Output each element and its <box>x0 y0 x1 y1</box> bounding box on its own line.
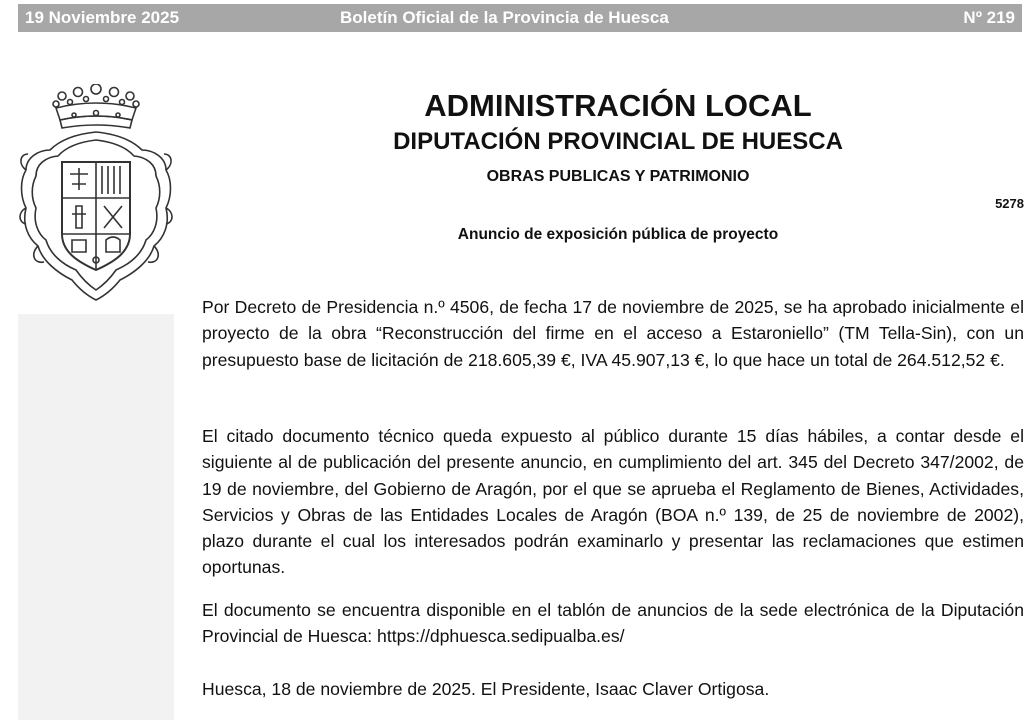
announcement-number: 5278 <box>995 196 1024 211</box>
left-margin-column <box>18 314 174 720</box>
announcement-title: Anuncio de exposición pública de proyecto <box>457 226 779 243</box>
header-bar <box>18 4 1022 32</box>
paragraph-decree: Por Decreto de Presidencia n.º 4506, de fecha 17 de noviembre de 2025, se ha aprobado inicialmente el proyecto de la obra “Reconstrucción del firme en el acceso a Estaroniello” (TM Tella-Sin), con un presupuesto base de licitación de 218.605,39 €, IVA 45.907,13 €, lo que hace un total de 264.512,52 €. <box>202 297 1024 370</box>
entity-title: DIPUTACIÓN PROVINCIAL DE HUESCA <box>393 128 843 155</box>
header-date: 19 Noviembre 2025 <box>25 8 180 27</box>
department-title: OBRAS PUBLICAS Y PATRIMONIO <box>486 168 750 185</box>
paragraph-exposure-period: El citado documento técnico queda expuesto al público durante 15 días hábiles, a contar desde el siguiente al de publicación del presente anuncio, en cumplimiento del art. 345 del Decreto 347/2002, de 19 de noviembre, del Gobierno de Aragón, por el que se aprueba el Reglamento de Bienes, Actividades, Servicios y Obras de las Entidades Locales de Aragón (BOA n.º 139, de 25 de noviembre de 2002), plazo durante el cual los interesados podrán examinarlo y presentar las reclamaciones que estimen oportunas. <box>202 426 1024 578</box>
paragraph-signature: Huesca, 18 de noviembre de 2025. El Presidente, Isaac Claver Ortigosa. <box>202 679 770 699</box>
header-publication-title: Boletín Oficial de la Provincia de Huesca <box>340 8 669 27</box>
coat-of-arms-icon <box>16 84 176 308</box>
paragraph-availability: El documento se encuentra disponible en el tablón de anuncios de la sede electrónica de la Diputación Provincial de Huesca: https://dphuesca.sedipualba.es/ <box>202 600 1024 647</box>
header-issue-number: Nº 219 <box>963 8 1015 27</box>
section-title: ADMINISTRACIÓN LOCAL <box>424 88 812 123</box>
